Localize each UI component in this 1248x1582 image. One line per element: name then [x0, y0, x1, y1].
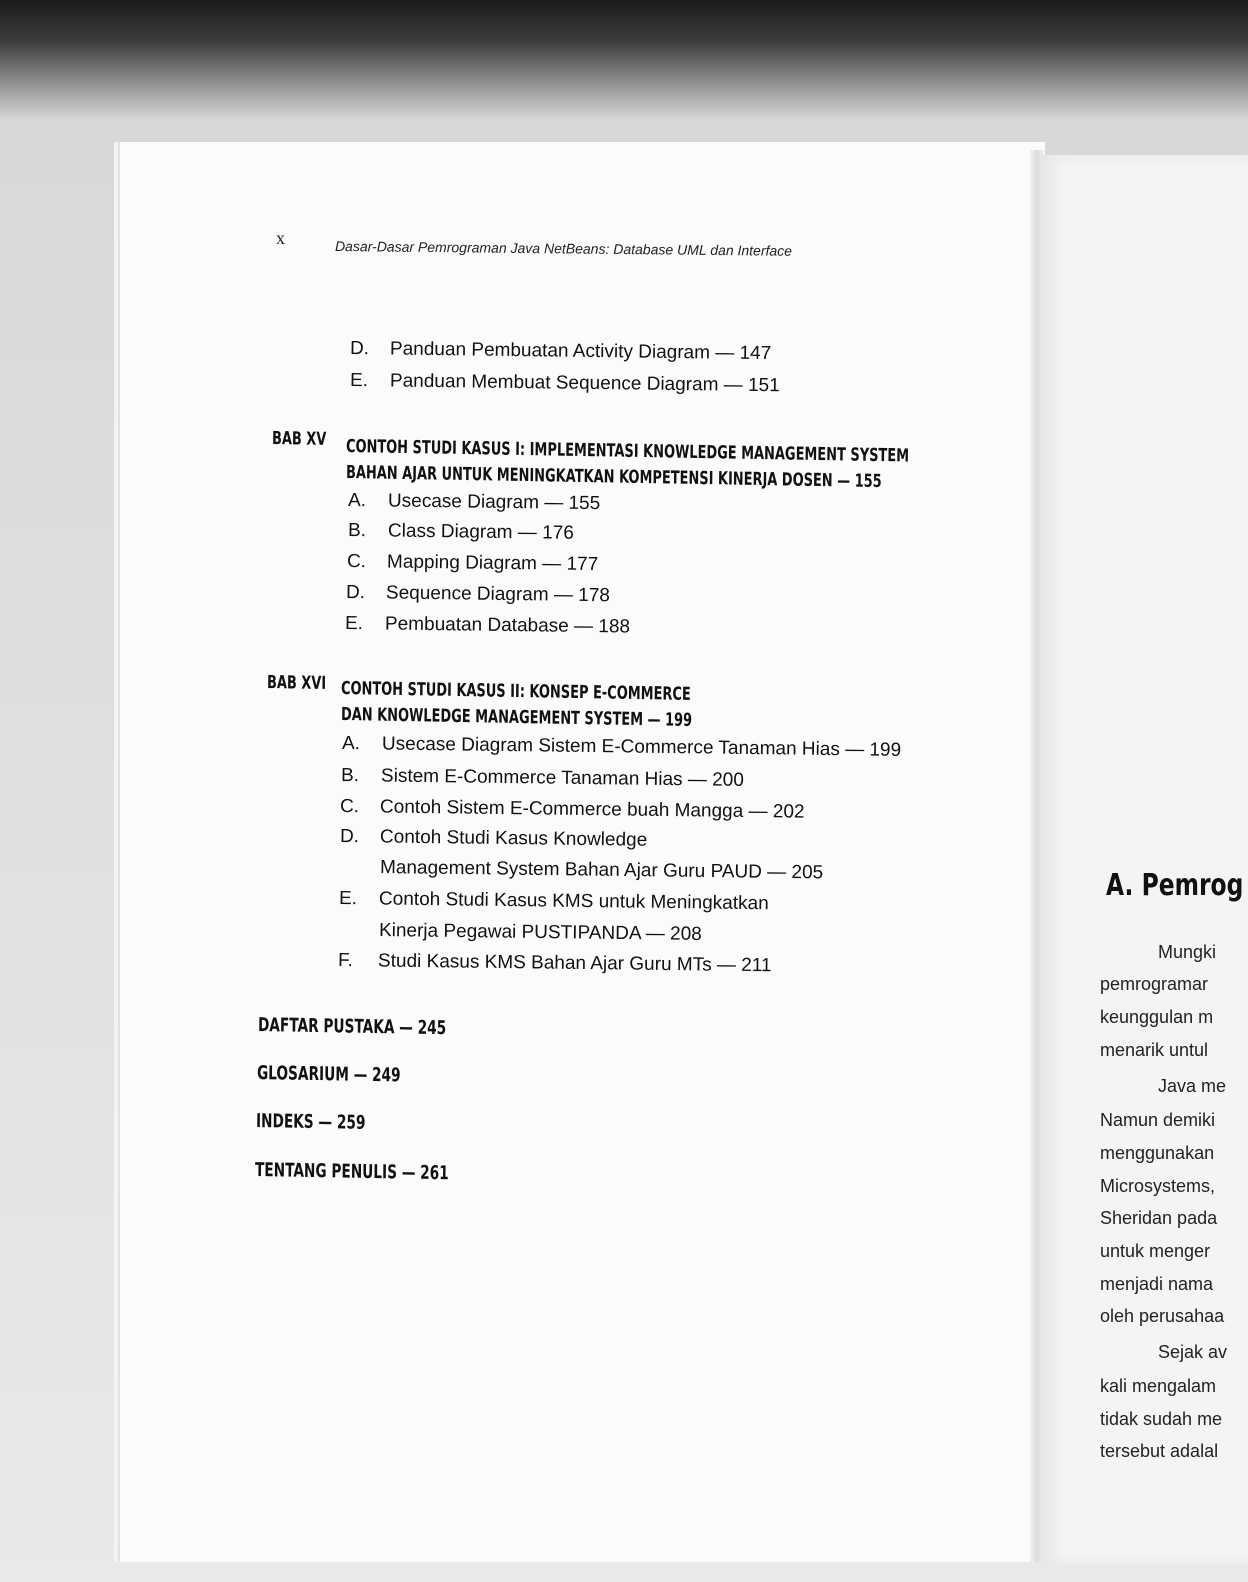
toc-item-letter: D. [345, 582, 366, 604]
right-page-line: Java me [1158, 1076, 1227, 1096]
toc-item-letter: C. [339, 796, 360, 818]
toc-item-text: Studi Kasus KMS Bahan Ajar Guru MTs — 211 [377, 950, 772, 977]
right-page-line: menggunakan [1100, 1143, 1215, 1163]
toc-item-text: Mapping Diagram — 177 [386, 551, 599, 576]
toc-item-text: Panduan Pembuatan Activity Diagram — 147 [389, 338, 772, 365]
chapter-title-line: DAN KNOWLEDGE MANAGEMENT SYSTEM — 199 [340, 704, 693, 731]
right-page-line: kali mengalam [1100, 1376, 1217, 1396]
toc-item-letter: A. [347, 490, 367, 512]
backmatter-entry: TENTANG PENULIS — 261 [254, 1159, 449, 1185]
toc-item-letter: D. [349, 338, 370, 360]
toc-item-letter: D. [339, 826, 360, 848]
backmatter-entry: DAFTAR PUSTAKA — 245 [257, 1014, 447, 1040]
toc-item-letter: B. [347, 520, 367, 542]
right-page-line: menarik untul [1100, 1040, 1209, 1060]
right-page-heading: A. Pemrog [1106, 868, 1244, 903]
toc-item [348, 520, 574, 545]
toc-item [340, 826, 647, 852]
right-page-line: tersebut adalal [1100, 1441, 1219, 1461]
toc-item-text: Class Diagram — 176 [387, 520, 574, 544]
chapter-code: BAB XV [271, 428, 327, 450]
toc-item-continuation: Kinerja Pegawai PUSTIPANDA — 208 [378, 920, 702, 945]
toc-item-text: Panduan Membuat Sequence Diagram — 151 [389, 370, 780, 397]
toc-item-text: Usecase Diagram — 155 [387, 490, 601, 515]
backmatter-entry: INDEKS — 259 [255, 1110, 366, 1134]
right-page-line: tidak sudah me [1100, 1409, 1223, 1429]
toc-item-text: Contoh Studi Kasus KMS untuk Meningkatkan [378, 888, 769, 915]
chapter-title-line: CONTOH STUDI KASUS II: KONSEP E-COMMERCE [340, 678, 691, 705]
right-page-line: menjadi nama [1100, 1274, 1214, 1294]
toc-item-text: Sequence Diagram — 178 [385, 582, 611, 607]
toc-item-text: Contoh Studi Kasus Knowledge [379, 826, 648, 851]
toc-item [346, 582, 610, 607]
toc-item-letter: E. [349, 370, 369, 392]
right-page-line: untuk menger [1100, 1241, 1211, 1261]
running-title: Dasar-Dasar Pemrograman Java NetBeans: Database UML dan Interface [334, 238, 793, 259]
right-page-line: keunggulan m [1100, 1007, 1214, 1027]
backmatter-entry: GLOSARIUM — 249 [256, 1062, 401, 1087]
toc-item-text: Contoh Sistem E-Commerce buah Mangga — 202 [379, 796, 805, 823]
toc-item-letter: B. [340, 765, 360, 787]
toc-item-continuation: Management System Bahan Ajar Guru PAUD — 205 [379, 857, 824, 884]
toc-item [345, 613, 630, 638]
toc-item [348, 490, 601, 515]
toc-item-letter: E. [344, 613, 364, 635]
right-page-line: Mungki [1158, 942, 1217, 962]
toc-item-text: Sistem E-Commerce Tanaman Hias — 200 [380, 765, 745, 791]
right-page-line: Namun demiki [1100, 1110, 1216, 1130]
toc-item-letter: E. [338, 888, 358, 910]
right-page-line: Sheridan pada [1100, 1208, 1218, 1228]
right-page-line: Microsystems, [1100, 1176, 1216, 1196]
chapter-code: BAB XVI [266, 672, 327, 695]
right-page-line: oleh perusahaa [1100, 1306, 1225, 1326]
right-page-line: pemrogramar [1100, 974, 1209, 994]
toc-item-letter: C. [346, 551, 367, 573]
toc-item-letter: A. [341, 733, 361, 755]
toc-item-text: Pembuatan Database — 188 [384, 613, 631, 638]
toc-item-text: Usecase Diagram Sistem E-Commerce Tanaman Hias — 199 [381, 733, 902, 761]
page-number: x [276, 228, 285, 248]
toc-item [347, 551, 598, 576]
right-page-line: Sejak av [1158, 1342, 1228, 1362]
chapter-title-line: CONTOH STUDI KASUS I: IMPLEMENTASI KNOWLEDGE MANAGEMENT SYSTEM [345, 436, 910, 467]
toc-item-letter: F. [337, 950, 353, 972]
chapter-title-line: BAHAN AJAR UNTUK MENINGKATKAN KOMPETENSI KINERJA DOSEN — 155 [345, 462, 882, 493]
